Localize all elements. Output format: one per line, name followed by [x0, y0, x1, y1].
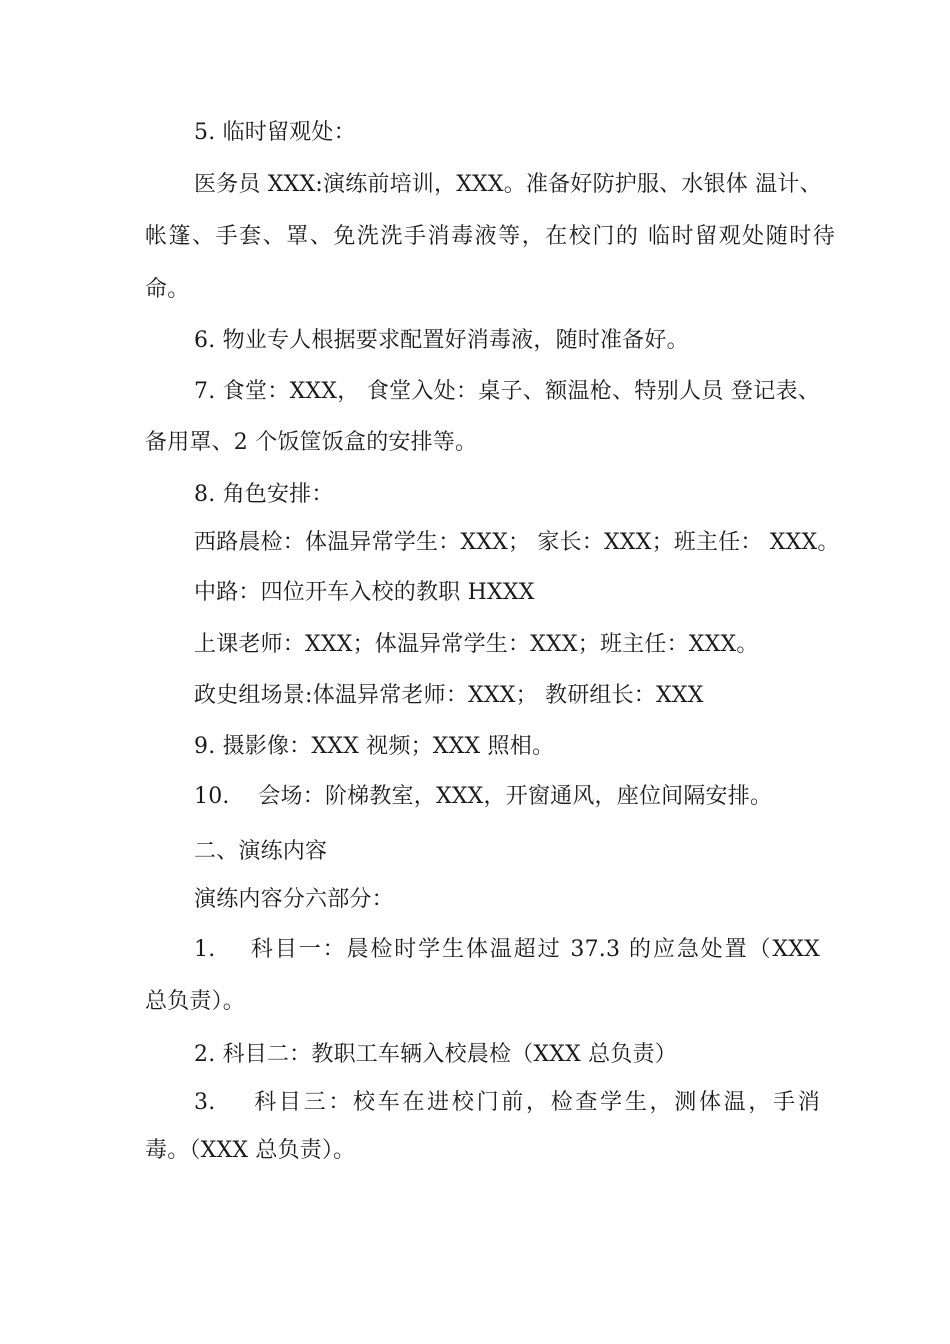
paragraph-line: 帐篷、手套、罩、免洗洗手消毒液等，在校门的 临时留观处随时待 [145, 224, 835, 249]
paragraph-line: 命。 [145, 277, 190, 302]
paragraph-line: 总负责）。 [145, 989, 246, 1014]
paragraph-line: 毒。（XXX 总负责）。 [145, 1138, 356, 1163]
paragraph-line: 医务员 XXX:演练前培训，XXX。准备好防护服、水银体 温计、 [194, 172, 822, 197]
section-item-10: 10. 会场：阶梯教室，XXX，开窗通风，座位间隔安排。 [194, 784, 773, 809]
subject-item-1: 1. 科目一：晨检时学生体温超过 37.3 的应急处置（XXX [194, 937, 820, 962]
role-line-middle: 中路：四位开车入校的教职 HXXX [194, 580, 535, 605]
role-line-politics: 政史组场景:体温异常老师：XXX； 教研组长：XXX [194, 683, 704, 708]
subject-item-3: 3. 科目三：校车在进校门前，检查学生，测体温，手消 [194, 1090, 820, 1115]
chapter-heading-2: 二、演练内容 [194, 839, 328, 864]
role-line-west: 西路晨检：体温异常学生：XXX； 家长：XXX；班主任： XXX。 [194, 530, 840, 555]
paragraph-line: 演练内容分六部分： [194, 887, 394, 912]
subject-item-2: 2. 科目二：教职工车辆入校晨检（XXX 总负责） [194, 1042, 677, 1067]
section-heading-8: 8. 角色安排： [194, 482, 334, 507]
paragraph-line: 备用罩、2 个饭筐饭盒的安排等。 [145, 430, 478, 455]
role-line-class: 上课老师：XXX；体温异常学生：XXX；班主任：XXX。 [194, 632, 759, 657]
section-item-6: 6. 物业专人根据要求配置好消毒液，随时准备好。 [194, 328, 689, 353]
section-item-9: 9. 摄影像：XXX 视频；XXX 照相。 [194, 734, 555, 759]
section-heading-5: 5. 临时留观处： [194, 120, 356, 145]
section-item-7: 7. 食堂：XXX， 食堂入处：桌子、额温枪、特别人员 登记表、 [194, 379, 820, 404]
